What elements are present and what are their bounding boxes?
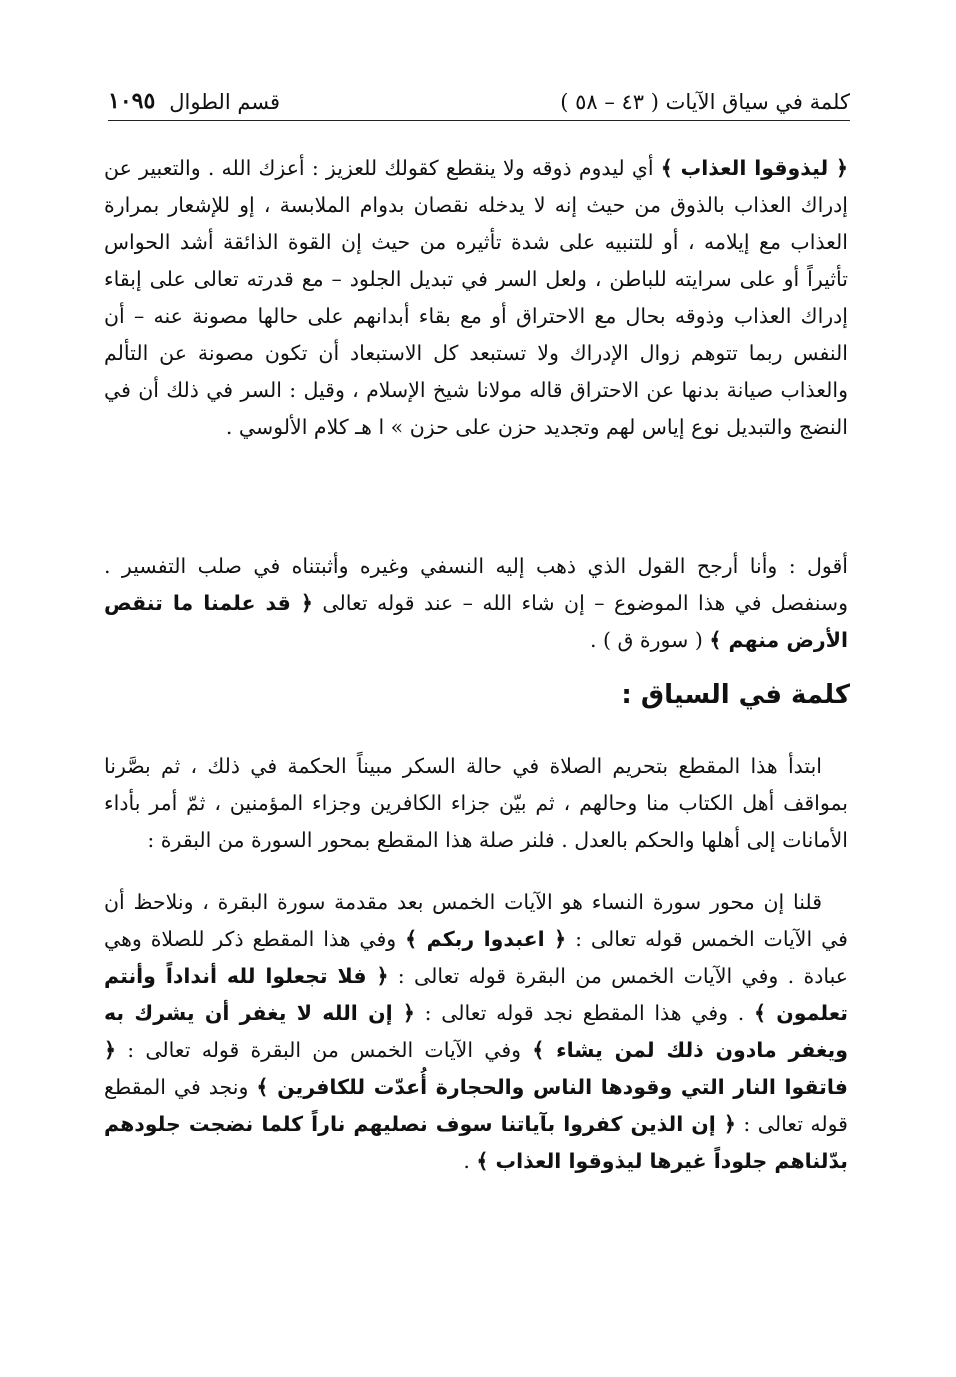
- paragraph-text: ابتدأ هذا المقطع بتحريم الصلاة في حالة السكر مبيناً الحكمة في ذلك ، ثم بصَّرنا بمواقف أهل الكتاب منا وحالهم ، ثم بيّن جزاء الكافرين وجزاء المؤمنين ، ثمّ أمر بأداء الأمانات إلى أهلها والحكم بالعدل . فلنر صلة هذا المقطع بمحور السورة من البقرة :: [104, 754, 848, 852]
- paragraph-2: [104, 548, 848, 659]
- quran-quote: ﴿ إن الله لا يغفر أن يشرك به ويغفر مادون ذلك لمن يشاء ﴾: [104, 1001, 848, 1062]
- running-title: كلمة في سياق الآيات ( ٤٣ – ٥٨ ): [560, 90, 850, 114]
- quran-quote: ﴿ إن الذين كفروا بآياتنا سوف نصليهم ناراً كلما نضجت جلودهم بدّلناهم جلوداً غيرها ليذوقوا العذاب ﴾: [104, 1112, 848, 1173]
- header-divider: [108, 120, 850, 121]
- paragraph-text: .: [463, 1149, 470, 1173]
- paragraph-1: [104, 150, 848, 446]
- quran-quote: ﴿ ليذوقوا العذاب ﴾: [660, 156, 848, 180]
- paragraph-text: . وفي هذا المقطع نجد قوله تعالى :: [424, 1001, 745, 1025]
- paragraph-4: [104, 884, 848, 1180]
- paragraph-text: أقول : وأنا أرجح القول الذي ذهب إليه النسفي وغيره وأثبتناه في صلب التفسير . وسنفصل في هذا الموضوع – إن شاء الله – عند قوله تعالى: [104, 554, 848, 615]
- quran-quote: ﴿ اعبدوا ربكم ﴾: [405, 927, 567, 951]
- page-number: ١٠٩٥: [108, 88, 156, 114]
- paragraph-text: ونجد في المقطع قوله تعالى :: [104, 1075, 848, 1136]
- section-heading: كلمة في السياق :: [621, 680, 850, 710]
- paragraph-text: وفي الآيات الخمس من البقرة قوله تعالى :: [127, 1038, 522, 1062]
- section-name: قسم الطوال: [169, 90, 281, 114]
- page-header: [108, 80, 850, 114]
- paragraph-text: قلنا إن محور سورة النساء هو الآيات الخمس بعد مقدمة سورة البقرة ، ونلاحظ أن في الآيات الخمس قوله تعالى :: [104, 890, 848, 951]
- header-left-group: [108, 88, 280, 114]
- surah-reference: ( سورة ق ) .: [589, 628, 703, 652]
- paragraph-text: وفي هذا المقطع ذكر للصلاة وهي عبادة . وفي الآيات الخمس من البقرة قوله تعالى :: [104, 927, 848, 988]
- quran-quote: ﴿ فاتقوا النار التي وقودها الناس والحجارة أُعدّت للكافرين ﴾: [104, 1038, 848, 1099]
- paragraph-text: أي ليدوم ذوقه ولا ينقطع كقولك للعزيز : أعزك الله . والتعبير عن إدراك العذاب بالذوق من حيث إنه لا يدخله نقصان بدوام الملابسة ، إو للإشعار بمرارة العذاب مع إيلامه ، أو للتنبيه على شدة تأثيره من حيث إن القوة الذائقة أشد الحواس تأثيراً أو على سرايته للباطن ، ولعل السر في تبديل الجلود – مع قدرته تعالى على إبقاء إدراك العذاب وذوقه بحال مع الاحتراق أو مع بقاء أبدانهم على حالها مصونة عنه – أن النفس ربما تتوهم زوال الإدراك ولا تستبعد كل الاستبعاد أن تكون مصونة عن التألم والعذاب صيانة بدنها عن الاحتراق قاله مولانا شيخ الإسلام ، وقيل : السر في ذلك أن في النضج والتبديل نوع إياس لهم وتجديد حزن على حزن » ا هـ كلام الألوسي .: [104, 156, 848, 439]
- quran-quote: ﴿ قد علمنا ما تنقص الأرض منهم ﴾: [104, 591, 848, 652]
- quran-quote: ﴿ فلا تجعلوا لله أنداداً وأنتم تعلمون ﴾: [104, 964, 848, 1025]
- paragraph-3: [104, 748, 848, 859]
